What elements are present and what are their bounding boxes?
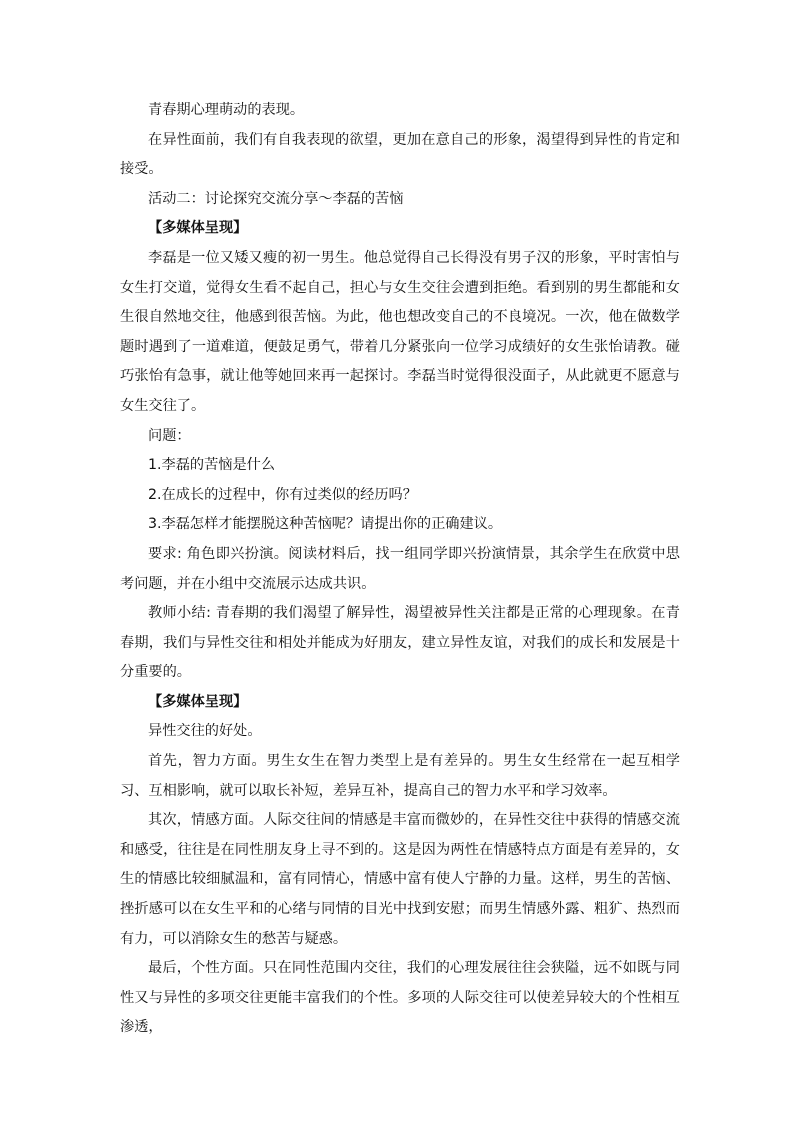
question-2: 2.在成长的过程中，你有过类似的经历吗？ — [148, 486, 417, 503]
activity-two-heading: 活动二：讨论探究交流分享～李磊的苦恼 — [148, 190, 404, 207]
paragraph-requirement: 要求: 角色即兴扮演。阅读材料后，找一组同学即兴扮演情景，其余学生在欣赏中思考问题，并在小组中交流展示达成共识。 — [120, 545, 680, 592]
question-3: 3.李磊怎样才能摆脱这种苦恼呢？请提出你的正确建议。 — [148, 516, 503, 533]
paragraph-benefits-title: 异性交往的好处。 — [148, 723, 262, 740]
multimedia-heading-2: 【多媒体呈现】 — [148, 693, 248, 710]
multimedia-heading: 【多媒体呈现】 — [148, 220, 248, 237]
paragraph-emotion: 其次，情感方面。人际交往间的情感是丰富而微妙的，在异性交往中获得的情感交流和感受，往往是在同性朋友身上寻不到的。这是因为两性在情感特点方面是有差异的，女生的情感比较细腻温和，富有同情心，情感中富有使人宁静的力量。这样，男生的苦恼、挫折感可以在女生平和的心绪与同情的目光中找到安慰；而男生情感外露、粗犷、热烈而有力，可以消除女生的愁苦与疑惑。 — [120, 812, 680, 947]
question-1: 1.李磊的苦恼是什么 — [148, 457, 276, 474]
paragraph-adolescent-expression: 青春期心理萌动的表现。 — [148, 102, 305, 118]
paragraph-personality: 最后，个性方面。只在同性范围内交往，我们的心理发展往往会狭隘，远不如既与同性又与异性的多项交往更能丰富我们的个性。多项的人际交往可以使差异较大的个性相互渗透， — [120, 960, 680, 1036]
paragraph-teacher-summary: 教师小结: 青春期的我们渴望了解异性，渴望被异性关注都是正常的心理现象。在青春期，我们与异性交往和相处并能成为好朋友，建立异性友谊，对我们的成长和发展是十分重要的。 — [120, 605, 680, 681]
document-page — [120, 96, 680, 1043]
questions-label: 问题： — [148, 427, 191, 444]
paragraph-intelligence: 首先，智力方面。男生女生在智力类型上是有差异的。男生女生经常在一起互相学习、互相影响，就可以取长补短，差异互补，提高自己的智力水平和学习效率。 — [120, 753, 680, 799]
paragraph-self-expression: 在异性面前，我们有自我表现的欲望，更加在意自己的形象，渴望得到异性的肯定和接受。 — [120, 131, 680, 178]
paragraph-li-lei-story: 李磊是一位又矮又瘦的初一男生。他总觉得自己长得没有男子汉的形象，平时害怕与女生打交道，觉得女生看不起自己，担心与女生交往会遭到拒绝。看到别的男生都能和女生很自然地交往，他感到很苦恼。为此，他也想改变自己的不良境况。一次，他在做数学题时遇到了一道难道，便鼓足勇气，带着几分紧张向一位学习成绩好的女生张怡请教。碰巧张怡有急事，就让他等她回来再一起探讨。李磊当时觉得很没面子，从此就更不愿意与女生交往了。 — [120, 249, 680, 414]
